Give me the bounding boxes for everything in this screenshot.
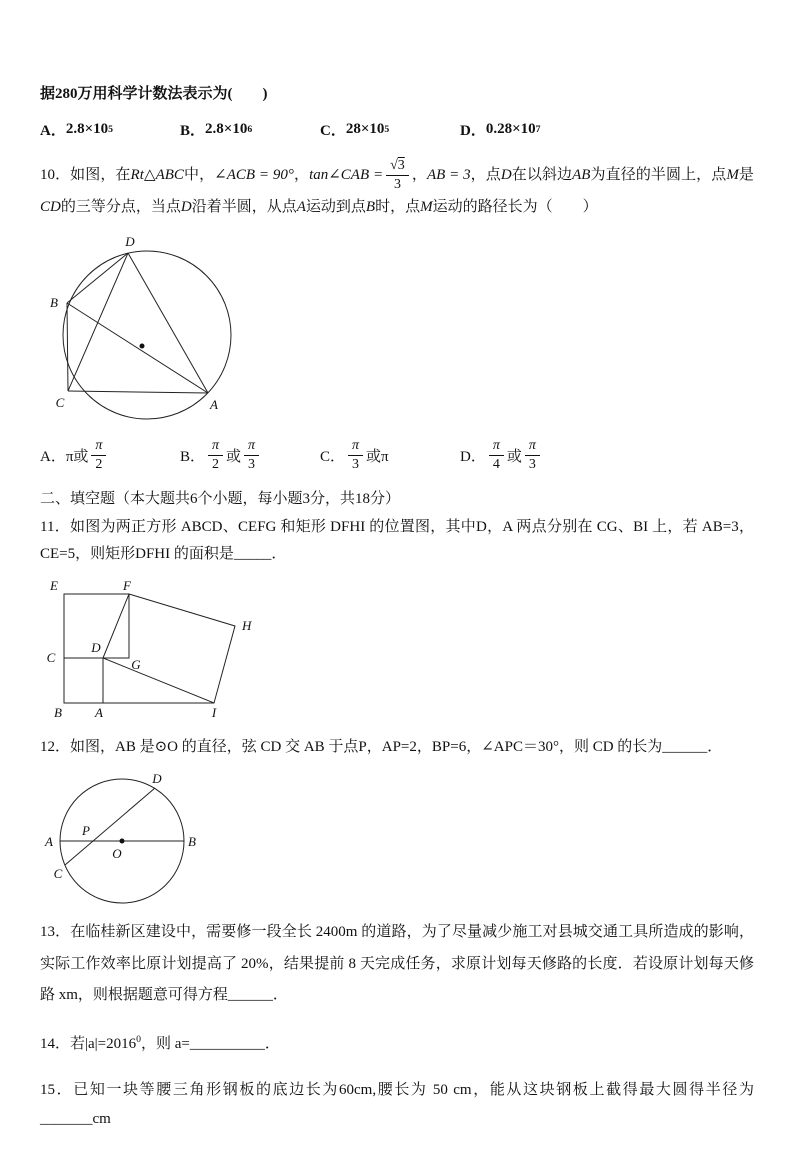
square-abcd: [64, 658, 103, 703]
fraction-denominator: 2: [95, 457, 103, 473]
fraction-numerator: π: [91, 438, 106, 456]
fraction: [348, 438, 363, 473]
option-text: 或π: [366, 449, 389, 466]
math-segment: B: [365, 198, 376, 215]
fraction-denominator: 2: [212, 457, 220, 473]
q11-stem: 11．如图为两正方形 ABCD、CEFG 和矩形 DFHI 的位置图，其中D，A 两点分别在 CG、BI 上，若 AB=3，CE=5，则矩形DFHI 的面积是_____．: [40, 519, 754, 563]
point-label-e: E: [50, 580, 58, 594]
q14-stem: [40, 1030, 754, 1059]
radical-sign: √: [390, 157, 398, 173]
fraction-sqrt3-over-3: [386, 158, 409, 193]
circle: [63, 251, 231, 419]
center-point: [140, 344, 145, 349]
center-point-o: [120, 839, 125, 844]
rectangle-dfhi: [103, 594, 235, 703]
q9-option-a: [40, 119, 180, 140]
q10-stem: [40, 158, 754, 222]
option-value: 28×10: [345, 120, 385, 137]
math-segment: CD: [40, 198, 61, 215]
fraction-denominator: 3: [528, 457, 536, 473]
math-segment: Rt△ABC: [130, 166, 184, 183]
text-segment: 运动到点: [305, 198, 366, 215]
point-label-o: O: [112, 846, 122, 862]
option-value: 0.28×10: [485, 120, 536, 137]
radicand: 3: [397, 157, 405, 173]
fraction-denominator: 4: [492, 457, 500, 473]
point-label-h: H: [242, 618, 252, 634]
math-segment: AB = 3: [426, 166, 471, 183]
fraction-denominator: 3: [352, 457, 360, 473]
q15-stem: 15．已知一块等腰三角形钢板的底边长为60cm,腰长为 50 cm，能从这块钢板上截得最大圆得半径为_______cm: [40, 1082, 754, 1127]
fraction-denominator: 3: [248, 457, 256, 473]
fraction-numerator: π: [244, 438, 259, 456]
segment-dc: [68, 253, 128, 391]
fraction: [208, 438, 223, 473]
segment-db: [67, 253, 128, 303]
text-segment: 在以斜边: [511, 166, 573, 183]
text-segment: 10．如图，在: [40, 166, 131, 183]
fraction-numerator: π: [348, 438, 363, 456]
question-15: [40, 1076, 754, 1133]
option-label: D．: [460, 449, 486, 466]
math-segment: A: [296, 198, 306, 215]
q9-option-b: [180, 119, 320, 140]
option-exponent: 7: [535, 123, 541, 135]
section-2-header: 二、填空题（本大题共6个小题，每小题3分，共18分）: [40, 491, 401, 508]
option-value: 2.8×10: [205, 120, 248, 137]
point-label-b: B: [188, 834, 196, 850]
text-segment: ，: [293, 166, 310, 183]
text-segment: 为直径的半圆上，点: [590, 166, 727, 183]
segment-ab-diameter: [67, 303, 208, 393]
q10-figure: [44, 233, 754, 428]
q12-figure: [44, 773, 754, 913]
q10-options: [40, 438, 754, 473]
point-label-a: A: [95, 705, 103, 721]
segment-da: [128, 253, 208, 393]
circle-triangle-diagram: [44, 233, 254, 423]
q9-stem: 据280万用科学计数法表示为( ): [40, 86, 268, 102]
point-label-f: F: [123, 580, 131, 594]
point-label-b: B: [50, 295, 58, 311]
math-segment: tan∠CAB =: [309, 166, 384, 183]
segment-ca: [68, 391, 208, 393]
q9-option-d: [460, 119, 600, 140]
option-label: A．: [40, 122, 66, 139]
math-segment: ∠ACB = 90°: [214, 166, 294, 183]
option-label: D．: [460, 122, 486, 139]
text-segment: ，点: [470, 166, 501, 183]
segment-bc: [67, 303, 68, 391]
text-segment: 14．若|a|=2016: [40, 1035, 137, 1052]
point-label-c: C: [55, 395, 65, 411]
math-segment: D: [180, 198, 192, 215]
fraction: [91, 438, 106, 473]
option-text: 或: [506, 449, 522, 466]
fraction-numerator: [386, 158, 409, 176]
fraction-numerator: π: [208, 438, 223, 456]
text-segment: 运动的路径长为（ ）: [432, 198, 598, 215]
text-segment: 的三等分点，当点: [60, 198, 181, 215]
point-label-d: D: [125, 234, 135, 250]
point-label-p: P: [82, 823, 90, 839]
question-11: [40, 514, 754, 730]
question-10: [40, 158, 754, 474]
question-13: [40, 917, 754, 1012]
math-segment: AB: [572, 166, 591, 183]
chord-cd: [65, 788, 155, 865]
text-segment: 中，: [183, 166, 215, 183]
option-label: C．: [320, 122, 346, 139]
point-label-d: D: [152, 773, 162, 787]
option-label: B．: [180, 122, 206, 139]
fraction: [244, 438, 259, 473]
circle-chord-diagram: [44, 773, 204, 908]
squares-rectangle-diagram: [44, 580, 284, 725]
q12-stem: 12．如图，AB 是⊙O 的直径，弦 CD 交 AB 于点P，AP=2，BP=6，∠APC＝30°，则 CD 的长为______．: [40, 739, 723, 756]
point-label-i: I: [211, 705, 217, 721]
point-label-d: D: [91, 640, 101, 656]
text-segment: 沿着半圆，从点: [191, 198, 297, 215]
math-segment: M: [420, 198, 433, 215]
text-segment: ，则 a=__________．: [141, 1035, 280, 1052]
option-value: 2.8×10: [65, 120, 109, 137]
point-label-c: C: [46, 650, 56, 666]
fraction-numerator: π: [489, 438, 504, 456]
fraction: [525, 438, 540, 473]
q10-option-d: [460, 438, 600, 473]
q11-figure: [44, 580, 754, 730]
fraction-numerator: π: [525, 438, 540, 456]
option-label: C．: [320, 449, 346, 466]
fraction-denominator: 3: [393, 176, 401, 192]
option-exponent: 5: [108, 123, 114, 135]
q10-option-c: [320, 438, 460, 473]
point-label-c: C: [53, 866, 63, 882]
option-label: B．: [180, 449, 206, 466]
text-segment: 是: [738, 166, 754, 183]
point-label-a: A: [210, 397, 218, 413]
option-label: A．: [40, 449, 66, 466]
q10-option-a: [40, 438, 180, 473]
point-label-g: G: [131, 657, 141, 673]
question-9: [40, 80, 754, 140]
point-label-a: A: [45, 834, 53, 850]
text-segment: 时，点: [375, 198, 421, 215]
question-14: [40, 1030, 754, 1059]
option-text: 或: [226, 449, 242, 466]
q9-option-c: [320, 119, 460, 140]
option-exponent: 6: [247, 123, 253, 135]
fraction: [489, 438, 504, 473]
exponent: 0: [136, 1033, 141, 1045]
question-12: [40, 734, 754, 913]
text-segment: ，: [411, 166, 427, 183]
option-exponent: 5: [384, 123, 390, 135]
q10-option-b: [180, 438, 320, 473]
math-segment: D: [500, 166, 512, 183]
q13-stem: 13．在临桂新区建设中，需要修一段全长 2400m 的道路，为了尽量减少施工对县城交通工具所造成的影响，实际工作效率比原计划提高了 20%，结果提前 8 天完成任务，求原计划每天修路的长度．若设原计划每天修路 xm，则根据题意可得方程______．: [40, 924, 754, 1004]
math-segment: M: [726, 166, 739, 183]
point-label-b: B: [54, 705, 62, 721]
option-text: π或: [65, 449, 89, 466]
q9-options: [40, 119, 754, 140]
